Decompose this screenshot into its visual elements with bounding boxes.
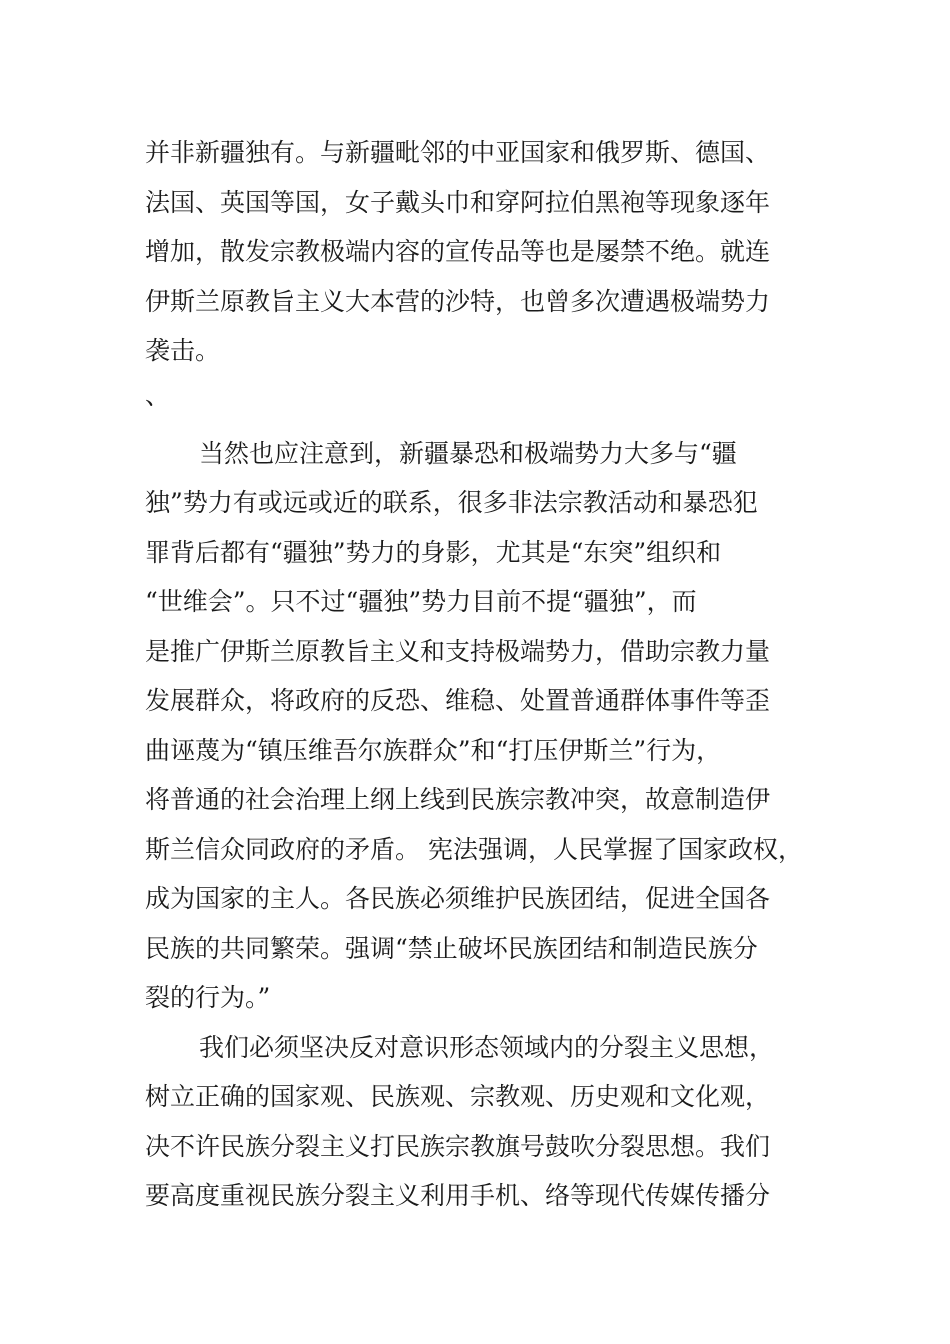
text-line: 成为国家的主人。各民族必须维护民族团结，促进全国各 (145, 884, 771, 913)
text-line: 发展群众，将政府的反恐、维稳、处置普通群体事件等歪 (145, 686, 771, 715)
text-line: 袭击。 (145, 336, 221, 365)
text-line: “世维会”。只不过“疆独”势力目前不提“疆独”，而 (145, 587, 697, 616)
text-line: 民族的共同繁荣。强调“禁止破坏民族团结和制造民族分 (145, 933, 758, 963)
text-line: 曲诬蔑为“镇压维吾尔族群众”和“打压伊斯兰”行为， (145, 735, 722, 765)
paragraph-2 (145, 429, 825, 1023)
text-line: 并非新疆独有。与新疆毗邻的中亚国家和俄罗斯、德国、 (145, 138, 771, 167)
text-line: 决不许民族分裂主义打民族宗教旗号鼓吹分裂思想。我们 (145, 1131, 771, 1161)
text-line: 要高度重视民族分裂主义利用手机、络等现代传媒传播分 (145, 1181, 771, 1210)
text-line: 树立正确的国家观、民族观、宗教观、历史观和文化观， (145, 1082, 771, 1111)
text-line: 是推广伊斯兰原教旨主义和支持极端势力，借助宗教力量 (145, 636, 771, 666)
text-line: 增加，散发宗教极端内容的宣传品等也是屡禁不绝。就连 (145, 237, 771, 266)
text-line: 斯兰信众同政府的矛盾。 宪法强调，人民掌握了国家政权， (145, 834, 803, 864)
text-line: 伊斯兰原教旨主义大本营的沙特，也曾多次遭遇极端势力 (145, 286, 771, 316)
text-line: 将普通的社会治理上纲上线到民族宗教冲突，故意制造伊 (145, 785, 771, 814)
paragraph-3 (145, 1023, 825, 1221)
text-line: 独”势力有或远或近的联系，很多非法宗教活动和暴恐犯 (145, 488, 758, 517)
text-line: 裂的行为。” (145, 983, 271, 1012)
text-line: 我们必须坚决反对意识形态领域内的分裂主义思想， (199, 1032, 775, 1062)
body-text (145, 128, 825, 1221)
stray-punctuation-mark: 、 (145, 380, 171, 410)
text-line: 当然也应注意到，新疆暴恐和极端势力大多与“疆 (199, 438, 737, 468)
paragraph-1 (145, 128, 825, 376)
text-line: 法国、英国等国，女子戴头巾和穿阿拉伯黑袍等现象逐年 (145, 187, 771, 217)
text-line: 罪背后都有“疆独”势力的身影，尤其是“东突”组织和 (145, 537, 722, 567)
